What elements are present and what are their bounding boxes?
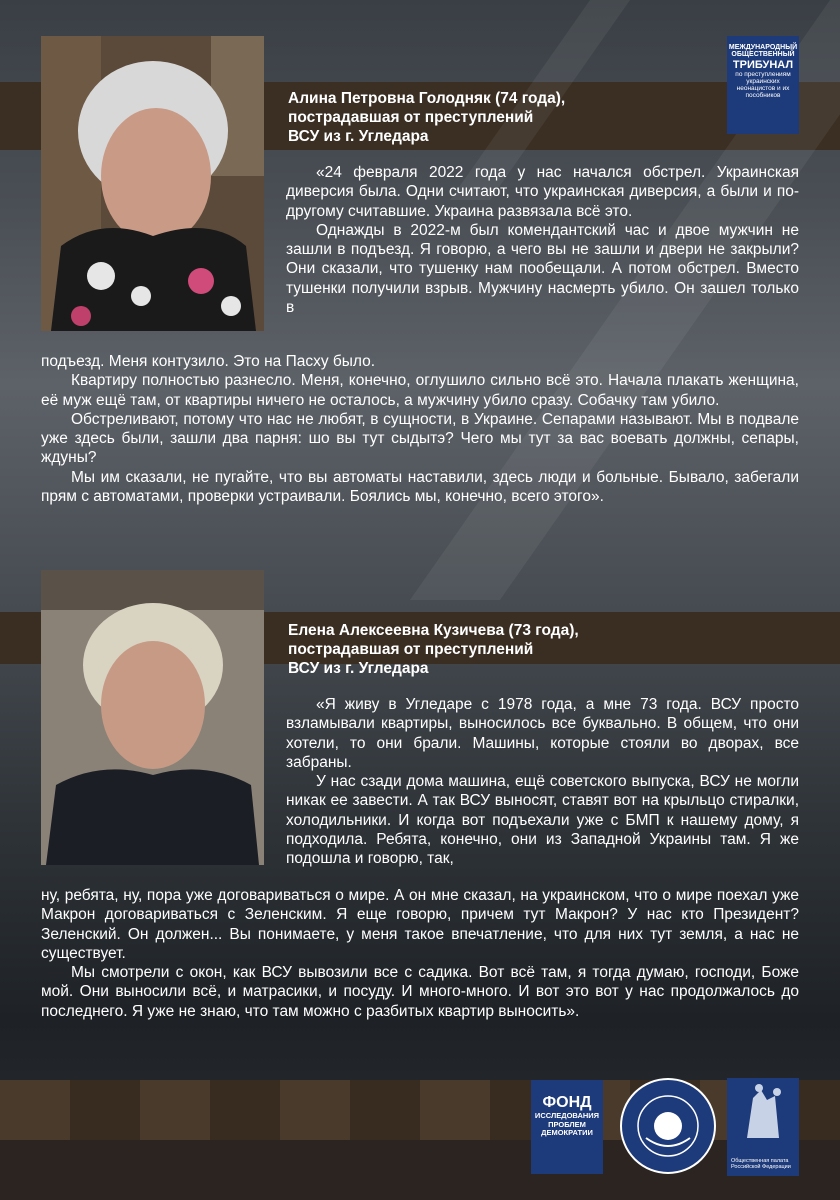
testimony-1-beside-photo	[286, 163, 799, 317]
footer-band	[0, 1140, 840, 1200]
fond-logo-subtitle: ИССЛЕДОВАНИЯ ПРОБЛЕМ ДЕМОКРАТИИ	[534, 1111, 600, 1138]
testimony-2-full-width	[41, 886, 799, 1021]
heading-1-line2: пострадавшая от преступлений	[288, 109, 534, 126]
tribunal-line2: ТРИБУНАЛ	[732, 58, 794, 71]
tribunal-line1: МЕЖДУНАРОДНЫЙ ОБЩЕСТВЕННЫЙ	[728, 44, 798, 59]
testimony-1-paragraph: «24 февраля 2022 года у нас начался обстрел. Украинская диверсия была. Одни считают, что украинская диверсия, а были и по-другому считавшие. Украина развязала всё это.	[286, 164, 799, 220]
tribunal-line3: по преступлениям украинских неонацистов и их пособников	[735, 71, 791, 99]
testimony-2-paragraph: «Я живу в Угледаре с 1978 года, а мне 73 года. ВСУ просто взламывали квартиры, выносилось все буквально. В общем, что они хотели, то они брали. Машины, которые стояли во дворах, все забраны.	[286, 696, 799, 771]
testimony-1-paragraph: Однажды в 2022-м был комендантский час и двое мужчин не зашли в подъезд. Я говорю, а чего вы не зашли и двери не закрыли? Они сказали, что тушенку нам пообещали. А потом обстрел. Вместо тушенки получили взрыв. Мужчину насмерть убило. Он зашел только в	[286, 221, 799, 317]
victim-heading-1	[288, 89, 565, 146]
portrait-photo-2	[41, 570, 264, 865]
statue-icon	[727, 1078, 799, 1148]
testimony-1-paragraph: Квартиру полностью разнесло. Меня, конечно, оглушило сильно всё это. Начала плакать женщина, её муж ещё там, от квартиры ничего не осталось, а мужчину убило сразу. Собачку там убило.	[41, 372, 799, 409]
victim-heading-2	[288, 621, 579, 678]
testimony-1-paragraph: Мы им сказали, не пугайте, что вы автоматы наставили, здесь люди и больные. Бывало, забегали прям с автоматами, проверки устраивали. Боялись мы, конечно, всего этого».	[41, 468, 799, 506]
compatriots-foundation-logo-icon	[620, 1078, 716, 1174]
fond-logo-title: ФОНД	[542, 1094, 592, 1111]
testimony-1-paragraph: Обстреливают, потому что нас не любят, в сущности, в Украине. Сепарами называют. Мы в подвале уже здесь были, зашли два парня: шо вы тут сыдытэ? Чего мы тут за вас воевать должны, сепары, ждуны?	[41, 410, 799, 467]
heading-2-line1: Елена Алексеевна Кузичева (73 года),	[288, 622, 579, 639]
heading-1-line3: ВСУ из г. Угледара	[288, 128, 429, 145]
public-chamber-caption: Общественная палата Российской Федерации	[731, 1157, 791, 1170]
heading-2-line2: пострадавшая от преступлений	[288, 641, 534, 658]
tribunal-logo	[727, 36, 799, 134]
testimony-2-paragraph: Мы смотрели с окон, как ВСУ вывозили все с садика. Вот всё там, я тогда думаю, господи, Боже мой. Они выносили всё, и матрасики, и посуду. И много-много. И вот это вот у нас продолжалось до последнего. Я уже не знаю, что там можно с разбитых квартир выносить».	[41, 964, 799, 1020]
testimony-1-full-width	[41, 352, 799, 506]
testimony-2-beside-photo	[286, 695, 799, 869]
testimony-2-paragraph: У нас сзади дома машина, ещё советского выпуска, ВСУ не могли никак ее завести. А так ВСУ выносят, ставят вот на крыльцо стиралки, холодильники. И когда вот подъехали уже с БМП к нашему дому, я подходила. Ребята, конечно, они из Западной Украины там. Я же подошла и говорю, так,	[286, 773, 799, 868]
public-chamber-logo	[727, 1078, 799, 1176]
heading-1-line1: Алина Петровна Голодняк (74 года),	[288, 90, 566, 107]
fond-logo	[531, 1080, 603, 1174]
testimony-1-paragraph: подъезд. Меня контузило. Это на Пасху было.	[41, 353, 376, 370]
heading-2-line3: ВСУ из г. Угледара	[288, 660, 429, 677]
testimony-2-paragraph: ну, ребята, ну, пора уже договариваться о мире. А он мне сказал, на украинском, что о мире поехал уже Макрон договариваться с Зеленским. Я еще говорю, причем тут Макрон? У нас кто Президент? Зеленский. Он должен... Вы понимаете, у меня такое впечатление, что для них тут земля, а нас не существует.	[41, 887, 799, 962]
portrait-photo-1	[41, 36, 264, 331]
